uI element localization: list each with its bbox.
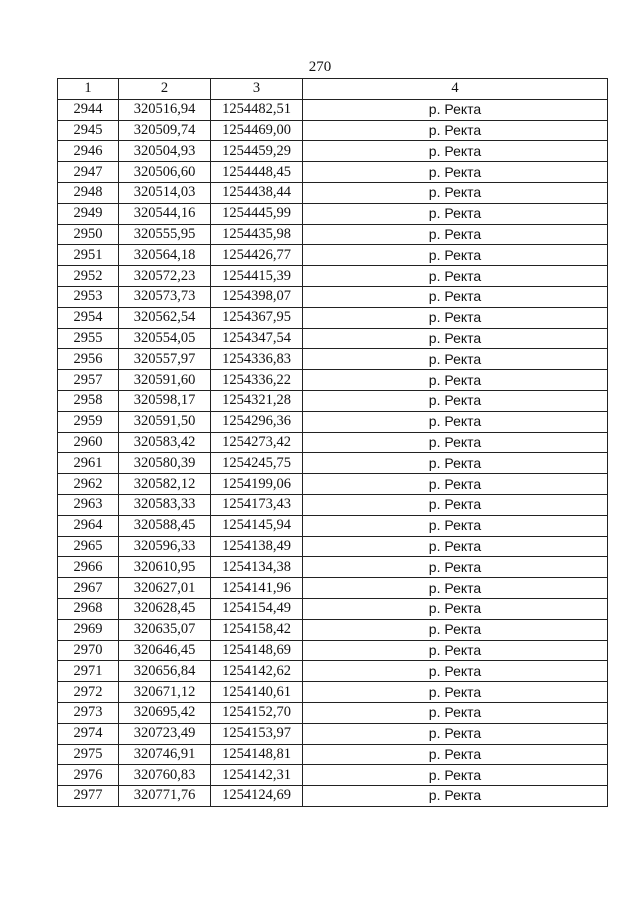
y-coordinate-cell: 1254438,44 xyxy=(211,182,303,203)
object-name-cell: р. Ректа xyxy=(303,786,608,807)
y-coordinate-cell: 1254142,31 xyxy=(211,765,303,786)
object-name-cell: р. Ректа xyxy=(303,245,608,266)
object-name-cell: р. Ректа xyxy=(303,99,608,120)
y-coordinate-cell: 1254398,07 xyxy=(211,286,303,307)
table-row xyxy=(58,702,608,723)
y-coordinate-cell: 1254145,94 xyxy=(211,515,303,536)
y-coordinate-cell: 1254367,95 xyxy=(211,307,303,328)
x-coordinate-cell: 320573,73 xyxy=(119,286,211,307)
x-coordinate-cell: 320746,91 xyxy=(119,744,211,765)
x-coordinate-cell: 320671,12 xyxy=(119,682,211,703)
object-name-cell: р. Ректа xyxy=(303,557,608,578)
table-row xyxy=(58,474,608,495)
table-row xyxy=(58,99,608,120)
point-number-cell: 2951 xyxy=(58,245,119,266)
y-coordinate-cell: 1254199,06 xyxy=(211,474,303,495)
point-number-cell: 2971 xyxy=(58,661,119,682)
object-name-cell: р. Ректа xyxy=(303,494,608,515)
x-coordinate-cell: 320554,05 xyxy=(119,328,211,349)
table-row xyxy=(58,578,608,599)
table-row xyxy=(58,307,608,328)
point-number-cell: 2962 xyxy=(58,474,119,495)
y-coordinate-cell: 1254148,69 xyxy=(211,640,303,661)
y-coordinate-cell: 1254415,39 xyxy=(211,266,303,287)
point-number-cell: 2956 xyxy=(58,349,119,370)
object-name-cell: р. Ректа xyxy=(303,432,608,453)
column-header: 1 xyxy=(58,79,119,100)
coordinates-table xyxy=(57,78,608,807)
y-coordinate-cell: 1254138,49 xyxy=(211,536,303,557)
point-number-cell: 2972 xyxy=(58,682,119,703)
x-coordinate-cell: 320598,17 xyxy=(119,390,211,411)
x-coordinate-cell: 320504,93 xyxy=(119,141,211,162)
object-name-cell: р. Ректа xyxy=(303,411,608,432)
y-coordinate-cell: 1254435,98 xyxy=(211,224,303,245)
x-coordinate-cell: 320555,95 xyxy=(119,224,211,245)
table-row xyxy=(58,370,608,391)
x-coordinate-cell: 320588,45 xyxy=(119,515,211,536)
object-name-cell: р. Ректа xyxy=(303,203,608,224)
y-coordinate-cell: 1254296,36 xyxy=(211,411,303,432)
x-coordinate-cell: 320516,94 xyxy=(119,99,211,120)
y-coordinate-cell: 1254347,54 xyxy=(211,328,303,349)
object-name-cell: р. Ректа xyxy=(303,702,608,723)
y-coordinate-cell: 1254448,45 xyxy=(211,162,303,183)
y-coordinate-cell: 1254158,42 xyxy=(211,619,303,640)
x-coordinate-cell: 320627,01 xyxy=(119,578,211,599)
object-name-cell: р. Ректа xyxy=(303,328,608,349)
object-name-cell: р. Ректа xyxy=(303,182,608,203)
column-header: 4 xyxy=(303,79,608,100)
x-coordinate-cell: 320591,60 xyxy=(119,370,211,391)
y-coordinate-cell: 1254273,42 xyxy=(211,432,303,453)
point-number-cell: 2973 xyxy=(58,702,119,723)
object-name-cell: р. Ректа xyxy=(303,390,608,411)
object-name-cell: р. Ректа xyxy=(303,474,608,495)
table-row xyxy=(58,328,608,349)
table-row xyxy=(58,182,608,203)
object-name-cell: р. Ректа xyxy=(303,515,608,536)
point-number-cell: 2964 xyxy=(58,515,119,536)
table-row xyxy=(58,411,608,432)
table-row xyxy=(58,141,608,162)
table-row xyxy=(58,557,608,578)
object-name-cell: р. Ректа xyxy=(303,224,608,245)
table-row xyxy=(58,786,608,807)
y-coordinate-cell: 1254148,81 xyxy=(211,744,303,765)
y-coordinate-cell: 1254469,00 xyxy=(211,120,303,141)
point-number-cell: 2947 xyxy=(58,162,119,183)
y-coordinate-cell: 1254426,77 xyxy=(211,245,303,266)
y-coordinate-cell: 1254336,22 xyxy=(211,370,303,391)
point-number-cell: 2955 xyxy=(58,328,119,349)
object-name-cell: р. Ректа xyxy=(303,723,608,744)
x-coordinate-cell: 320583,33 xyxy=(119,494,211,515)
point-number-cell: 2965 xyxy=(58,536,119,557)
point-number-cell: 2974 xyxy=(58,723,119,744)
object-name-cell: р. Ректа xyxy=(303,765,608,786)
point-number-cell: 2945 xyxy=(58,120,119,141)
x-coordinate-cell: 320583,42 xyxy=(119,432,211,453)
table-row xyxy=(58,162,608,183)
table-row xyxy=(58,723,608,744)
x-coordinate-cell: 320562,54 xyxy=(119,307,211,328)
point-number-cell: 2952 xyxy=(58,266,119,287)
table-row xyxy=(58,349,608,370)
object-name-cell: р. Ректа xyxy=(303,682,608,703)
x-coordinate-cell: 320628,45 xyxy=(119,598,211,619)
object-name-cell: р. Ректа xyxy=(303,661,608,682)
x-coordinate-cell: 320695,42 xyxy=(119,702,211,723)
table-row xyxy=(58,432,608,453)
column-header: 2 xyxy=(119,79,211,100)
y-coordinate-cell: 1254173,43 xyxy=(211,494,303,515)
y-coordinate-cell: 1254141,96 xyxy=(211,578,303,599)
table-row xyxy=(58,536,608,557)
table-row xyxy=(58,744,608,765)
point-number-cell: 2967 xyxy=(58,578,119,599)
point-number-cell: 2944 xyxy=(58,99,119,120)
x-coordinate-cell: 320544,16 xyxy=(119,203,211,224)
point-number-cell: 2976 xyxy=(58,765,119,786)
table-row xyxy=(58,286,608,307)
point-number-cell: 2959 xyxy=(58,411,119,432)
object-name-cell: р. Ректа xyxy=(303,349,608,370)
table-row xyxy=(58,640,608,661)
object-name-cell: р. Ректа xyxy=(303,578,608,599)
page-number: 270 xyxy=(308,59,332,75)
object-name-cell: р. Ректа xyxy=(303,619,608,640)
point-number-cell: 2960 xyxy=(58,432,119,453)
x-coordinate-cell: 320771,76 xyxy=(119,786,211,807)
point-number-cell: 2958 xyxy=(58,390,119,411)
point-number-cell: 2946 xyxy=(58,141,119,162)
object-name-cell: р. Ректа xyxy=(303,141,608,162)
table-row xyxy=(58,224,608,245)
table-row xyxy=(58,245,608,266)
table-row xyxy=(58,598,608,619)
y-coordinate-cell: 1254142,62 xyxy=(211,661,303,682)
point-number-cell: 2969 xyxy=(58,619,119,640)
y-coordinate-cell: 1254134,38 xyxy=(211,557,303,578)
y-coordinate-cell: 1254124,69 xyxy=(211,786,303,807)
point-number-cell: 2948 xyxy=(58,182,119,203)
x-coordinate-cell: 320635,07 xyxy=(119,619,211,640)
point-number-cell: 2963 xyxy=(58,494,119,515)
point-number-cell: 2961 xyxy=(58,453,119,474)
table-row xyxy=(58,120,608,141)
table-header-row xyxy=(58,79,608,100)
x-coordinate-cell: 320646,45 xyxy=(119,640,211,661)
object-name-cell: р. Ректа xyxy=(303,640,608,661)
point-number-cell: 2968 xyxy=(58,598,119,619)
x-coordinate-cell: 320591,50 xyxy=(119,411,211,432)
table-row xyxy=(58,266,608,287)
x-coordinate-cell: 320572,23 xyxy=(119,266,211,287)
x-coordinate-cell: 320580,39 xyxy=(119,453,211,474)
point-number-cell: 2954 xyxy=(58,307,119,328)
y-coordinate-cell: 1254154,49 xyxy=(211,598,303,619)
point-number-cell: 2975 xyxy=(58,744,119,765)
y-coordinate-cell: 1254152,70 xyxy=(211,702,303,723)
x-coordinate-cell: 320582,12 xyxy=(119,474,211,495)
y-coordinate-cell: 1254459,29 xyxy=(211,141,303,162)
object-name-cell: р. Ректа xyxy=(303,286,608,307)
x-coordinate-cell: 320509,74 xyxy=(119,120,211,141)
y-coordinate-cell: 1254445,99 xyxy=(211,203,303,224)
y-coordinate-cell: 1254245,75 xyxy=(211,453,303,474)
table-row xyxy=(58,453,608,474)
x-coordinate-cell: 320596,33 xyxy=(119,536,211,557)
table-row xyxy=(58,390,608,411)
y-coordinate-cell: 1254153,97 xyxy=(211,723,303,744)
table-row xyxy=(58,515,608,536)
x-coordinate-cell: 320564,18 xyxy=(119,245,211,266)
object-name-cell: р. Ректа xyxy=(303,453,608,474)
x-coordinate-cell: 320610,95 xyxy=(119,557,211,578)
table-row xyxy=(58,682,608,703)
x-coordinate-cell: 320656,84 xyxy=(119,661,211,682)
table-row xyxy=(58,203,608,224)
object-name-cell: р. Ректа xyxy=(303,266,608,287)
x-coordinate-cell: 320760,83 xyxy=(119,765,211,786)
object-name-cell: р. Ректа xyxy=(303,307,608,328)
object-name-cell: р. Ректа xyxy=(303,370,608,391)
object-name-cell: р. Ректа xyxy=(303,536,608,557)
x-coordinate-cell: 320723,49 xyxy=(119,723,211,744)
object-name-cell: р. Ректа xyxy=(303,598,608,619)
object-name-cell: р. Ректа xyxy=(303,744,608,765)
x-coordinate-cell: 320514,03 xyxy=(119,182,211,203)
x-coordinate-cell: 320506,60 xyxy=(119,162,211,183)
point-number-cell: 2977 xyxy=(58,786,119,807)
x-coordinate-cell: 320557,97 xyxy=(119,349,211,370)
point-number-cell: 2950 xyxy=(58,224,119,245)
point-number-cell: 2949 xyxy=(58,203,119,224)
object-name-cell: р. Ректа xyxy=(303,162,608,183)
table-row xyxy=(58,765,608,786)
y-coordinate-cell: 1254140,61 xyxy=(211,682,303,703)
point-number-cell: 2953 xyxy=(58,286,119,307)
point-number-cell: 2966 xyxy=(58,557,119,578)
column-header: 3 xyxy=(211,79,303,100)
y-coordinate-cell: 1254482,51 xyxy=(211,99,303,120)
y-coordinate-cell: 1254321,28 xyxy=(211,390,303,411)
table-row xyxy=(58,494,608,515)
table-row xyxy=(58,661,608,682)
point-number-cell: 2970 xyxy=(58,640,119,661)
table-row xyxy=(58,619,608,640)
object-name-cell: р. Ректа xyxy=(303,120,608,141)
point-number-cell: 2957 xyxy=(58,370,119,391)
y-coordinate-cell: 1254336,83 xyxy=(211,349,303,370)
